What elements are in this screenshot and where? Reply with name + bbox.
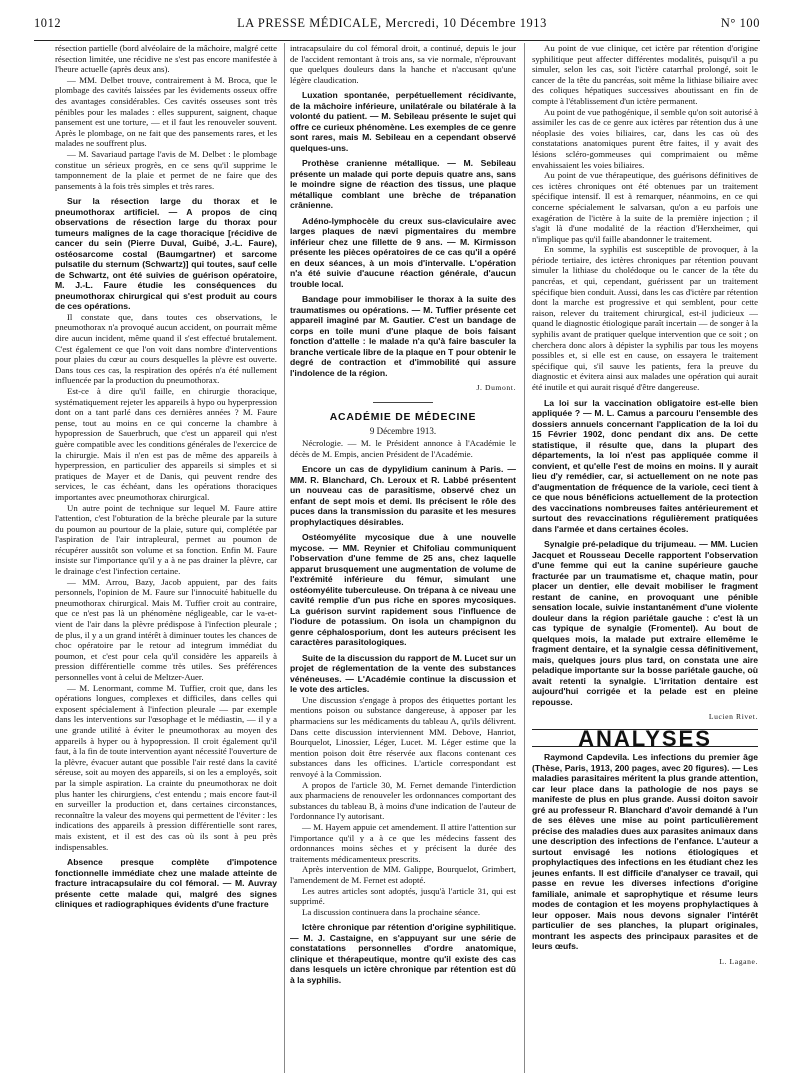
author-signature: Lucien Rivet. bbox=[708, 712, 758, 722]
article-heading: Suite de la discussion du rapport de M. Lucet sur un projet de réglementation de la vente des substances vénéneuses. — L'Académie continue la discussion et le vote des articles. bbox=[290, 652, 516, 695]
paragraph: — M. Savariaud partage l'avis de M. Delbet : le plombage constitue un sérieux progrès, en ce sens qu'il supprime le tamponnement de la plaie et permet de ne faire que des pansements à la fois très simples et très rares. bbox=[55, 148, 277, 191]
analyses-heading: ANALYSES bbox=[578, 725, 712, 751]
column-3 bbox=[532, 43, 758, 1073]
article-heading: Ictère chronique par rétention d'origine syphilitique. — M. J. Castaigne, en s'appuyant sur une série de constatations personnelles d'ordre anatomique, clinique et thérapeutique, montre qu'il existe des cas dans lesquels un ictère chronique par rétention est dû à la syphilis. bbox=[290, 922, 516, 985]
paragraph: Une discussion s'engage à propos des étiquettes portant les mentions poison ou substance dangereuse, à apposer par les pharmaciens sur les médicaments du tableau A, qu'ils délivrent. Dans cette discussion interviennent MM. Debove, Hanriot, Bourquelot, Linossier, Léger, Lucet. M. Léger estime que la mention poison doit être réservée aux flacons contenant ces substances dans les officines. L'article correspondant est renvoyé à la Commission. bbox=[290, 694, 516, 779]
paragraph: — M. Hayem appuie cet amendement. Il attire l'attention sur l'importance qu'il y a à ce que les médecins fassent des ordonnances moins sèches et y précisent la durée des traitements médicamenteux prescrits. bbox=[290, 821, 516, 864]
page-header bbox=[34, 16, 760, 40]
paragraph: Est-ce à dire qu'il faille, en chirurgie thoracique, systématiquement rejeter les appareils à hypo ou hyperpression dont on a tant parlé dans ces dernières années ? M. Faure pense, tout au moins en ce qui concerne la chambre à hypopression de Sauerbruch, que c'est un appareil qui n'est guère compatible avec les conditions générales de l'exercice de la chirurgie. Mais il n'en est pas de même des appareils à hyperpression, en particulier des appareils si simples et si pratiques de Mayer et de Danis, qui peuvent rendre des services, le cas échéant, dans les opérations thoraciques importantes avec pneumothorax chirurgical. bbox=[55, 385, 277, 502]
article-heading: Bandage pour immobiliser le thorax à la suite des traumatismes ou opérations. — M. Tuffier présente cet appareil imaginé par M. Gautier. C'est un bandage de corps en toile muni d'une plaque de bois faisant fonction d'attelle : le malade n'a qu'à faire basculer la branche verticale libre de la plaque en T pour obtenir le degré de contraction et d'immobilité qui assure l'indolence de la région. bbox=[290, 294, 516, 378]
article-heading: Sur la résection large du thorax et le pneumothorax artificiel. — A propos de cinq observations de résection large du thorax pour tumeurs malignes de la cage thoracique [récidive de cancer du sein (Pierre Duval, Guibé, J.-L. Faure), ostéosarcome costal (Baumgartner) et sarcome pulsatile du sternum (Schwartz)] qui toutes, sauf celle de Schwartz, ont été suivies de guérison opératoire, M. J.-L. Faure étudie les conséquences du pneumothorax chirurgical qui s'est produit au cours de ces opérations. bbox=[55, 196, 277, 312]
paragraph: — MM. Arrou, Bazy, Jacob appuient, par des faits personnels, l'opinion de M. Faure sur l'innocuité habituelle du pneumothorax chirurgical. Mais M. Tuffier croit au contraire, que ce n'est pas là un phénomène négligeable, car le va-et-vient de l'air dans la plèvre prédispose à l'infection pleurale ; de plus, il y a un grand intérêt à diminuer toutes les chances de choc opératoire par le retour ad integrum immédiat du poumon, et c'est pour cela qu'il considère les appareils à pression différentielle comme très utiles. Ses préférences personnelles vont à celui de Meltzer-Auer. bbox=[55, 576, 277, 682]
paragraph: Un autre point de technique sur lequel M. Faure attire l'attention, c'est l'obturation de la brèche pleurale par la suture du poumon au pourtour de la plaie, suture qui, complétée par l'aspiration de l'air intrapleural, permet au poumon de récupérer aussitôt son volume et sa fonction. Enfin M. Faure insiste sur l'importance qu'il y a à ne pas drainer la plèvre, car le drainage c'est l'infection certaine. bbox=[55, 502, 277, 577]
article-heading: Adéno-lymphocèle du creux sus-claviculaire avec larges plaques de nævi pigmentaires du membre inférieur chez une fillette de 9 ans. — M. Kirmisson présente les pièces opératoires de ce cas qu'il a opéré en deux séances, à un mois d'intervalle. L'opération n'a été suivie d'aucune réaction générale, d'aucun trouble local. bbox=[290, 215, 516, 289]
author-signature: L. Lagane. bbox=[719, 956, 758, 966]
article-heading: La loi sur la vaccination obligatoire est-elle bien appliquée ? — M. L. Camus a parcouru l'ensemble des dossiers annuels concernant l'application de la loi du 15 Février 1902, donc pendant dix ans. De cette statistique, il résulte que, dans la plupart des départements, la loi n'est pas appliquée comme il convient, et qu'elle l'est de moins en moins. Il y aurait lieu d'y remédier, car, si actuellement on ne note pas d'augmentation de fréquence de la variole, ceci tient à ce que nous bénéficions actuellement de la protection des vaccinations nombreuses faites antérieurement et surtout des revaccinations régulièrement pratiquées dans l'armée et dans certaines écoles. bbox=[532, 397, 758, 534]
paragraph: En somme, la syphilis est susceptible de provoquer, à la période tertiaire, des ictères chroniques par rétention pouvant simuler la lithiase du cholédoque ou le cancer de la tête du pancréas, et qui, cependant, guérissent par un traitement spécifique bien conduit. Aussi, dans les cas d'ictère par rétention dont la marche est progressive et qui semblent, pour cette raison, relever du traitement chirurgical, est-il judicieux — quand le diagnostic étiologique paraît incertain — de songer à la syphilis avant de pratiquer quelque intervention que ce soit ; on cherchera donc alors à dépister la syphilis par tous les moyens possibles et, si elle est en cause, on essayera le traitement spécifique qui, s'il sauve les patients, fera la preuve du diagnostic et évitera ainsi aux malades une opération qui aurait été inutile et qui aurait risqué d'être dangereuse. bbox=[532, 244, 758, 392]
header-rule bbox=[34, 40, 760, 41]
article-heading: Synalgie pré-peladique du trijumeau. — MM. Lucien Jacquet et Rousseau Decelle rapportent l'observation d'une femme qui eut la canine supérieure gauche fracturée par un traumatisme et, chaque matin, pour placer un dentier, elle devait mobiliser le fragment restant de canine, en provoquant une pénible sensation locale, suivie instantanément d'une violente douleur dans la région pariétale gauche : c'est là un cas typique de synalgie (Fromentel). Au bout de quelques mois, la malade put extraire ellemême le fragment dentaire, et la synalgie cessa définitivement, mais, quelques jours plus tard, on constata une aire peladique importante sur la bosse pariétale gauche, où avait retenti la synalgie. L'irritation dentaire est aujourd'hui corrigée et la pelade est en pleine repousse. bbox=[532, 539, 758, 707]
paragraph: Les autres articles sont adoptés, jusqu'à l'article 31, qui est supprimé. bbox=[290, 885, 516, 907]
paragraph: Au point de vue thérapeutique, des guérisons définitives de ces ictères chroniques ont été obtenues par un traitement spécifique intensif. Il est à remarquer, néanmoins, en ce qui concerne spécialement le salvarsan, qu'on a eu parfois une exagération de l'ictère à la suite de la première injection ; il s'agit là d'une modalité de la réaction d'Herxheimer, qui n'implique pas qu'il faille abandonner le traitement. bbox=[532, 170, 758, 244]
paragraph: Il constate que, dans toutes ces observations, le pneumothorax n'a provoqué aucun accident, on pourrait même dire aucun incident, même quand il s'est effectué brutalement. C'est également ce que l'on voit dans nombre d'interventions pour plaies du cœur au cours desquelles la plèvre est ouverte. Dans tous ces cas, la respiration des opérés n'a été nullement influencée par la production du pneumothorax. bbox=[55, 311, 277, 386]
paragraph: La discussion continuera dans la prochaine séance. bbox=[302, 906, 481, 917]
journal-title: LA PRESSE MÉDICALE, Mercredi, 10 Décembre 1913 bbox=[237, 16, 547, 30]
paragraph: Nécrologie. — M. le Président annonce à l'Académie le décès de M. Empis, ancien Président de l'Académie. bbox=[290, 438, 516, 459]
column-divider bbox=[284, 43, 285, 1073]
article-heading: Ostéomyélite mycosique due à une nouvelle mycose. — MM. Reynier et Chifoliau communiquent l'observation d'une femme de 25 ans, chez laquelle apparut brusquement une augmentation de volume de l'extrémité inférieure du fémur, simulant une ostéomyélite tuberculeuse. On trépana à ce niveau une cavité remplie d'un pus riche en spores mycosiques. La guérison survint rapidement sous l'influence de l'iodure de potassium. On isola un champignon du genre céphalosporium, dont les auteurs précisent les caractères parasitologiques. bbox=[290, 532, 516, 648]
paragraph: intracapsulaire du col fémoral droit, a continué, depuis le jour de l'accident remontant à trois ans, sa vie normale, n'éprouvant que quelques douleurs dans la hanche et n'accusant qu'une légère claudication. bbox=[290, 43, 516, 85]
article-heading: Raymond Capdevila. Les infections du premier âge (Thèse, Paris, 1913, 200 pages, avec 20 figures). — Les maladies parasitaires méritent la plus grande attention, car leur place dans la pathologie de nos pays se manifeste de plus en plus grande. Aussi doiton savoir gré au professeur R. Blanchard d'avoir demandé à l'un de ses élèves une mise au point particulièrement précise des maladies dues aux parasites animaux dans une description des infections de l'enfance. L'auteur a surtout envisagé les notions étiologiques et prophylactiques des infections en les étudiant chez les jeunes enfants. Il est difficile d'analyser ce travail, qui passe en revue les diverses infections d'origine familiale, animale et saprophytique et résume leurs modes de contagion et les moyens prophylactiques à leur opposer. Mais nous devons signaler l'intérêt particulier de ses planches, la plupart originales, montrant les aspects des principaux parasites et de leurs œufs. bbox=[532, 752, 758, 952]
section-date: 9 Décembre 1913. bbox=[369, 425, 437, 436]
issue-number: N° 100 bbox=[720, 16, 760, 30]
article-heading: Absence presque complète d'impotence fonctionnelle immédiate chez une malade atteinte de fracture intracapsulaire du col fémoral. — M. Auvray présente cette malade qui, malgré des signes cliniques et radiographiques évidents d'une fracture bbox=[55, 857, 277, 910]
article-heading: Encore un cas de dypylidium caninum à Paris. — MM. R. Blanchard, Ch. Leroux et R. Labbé présentent un nouveau cas de parasitisme, observé chez un enfant de sept mois et demi. Ils précisent le rôle des puces dans la transmission du parasite et les mesures prophylactiques désirables. bbox=[290, 464, 516, 527]
article-heading: Luxation spontanée, perpétuellement récidivante, de la mâchoire inférieure, unilatérale ou bilatérale à la volonté du patient. — M. Sebileau présente le sujet qui offre ce curieux phénomène. Les exemples de ce genre sont rares, mais M. Sebileau en a cependant observé quelques-uns. bbox=[290, 90, 516, 153]
paragraph: Après intervention de MM. Galippe, Bourquelot, Grimbert, l'amendement de M. Fernet est adopté. bbox=[290, 864, 516, 885]
column-divider bbox=[524, 43, 525, 1073]
column-1 bbox=[55, 43, 277, 1073]
article-heading: Prothèse cranienne métallique. — M. Sebileau présente un malade qui porte depuis quatre ans, sans le moindre signe de réaction des tissus, une plaque métallique comblant une brèche de trépanation crânienne. bbox=[290, 158, 516, 211]
paragraph: résection partielle (bord alvéolaire de la mâchoire, malgré cette résection limitée, une récidive ne s'est pas encore manifestée à l'heure actuelle (après deux ans). bbox=[55, 43, 277, 75]
author-signature: J. Dumont. bbox=[476, 383, 516, 393]
page-number: 1012 bbox=[34, 16, 62, 30]
section-rule bbox=[373, 402, 433, 403]
paragraph: A propos de l'article 30, M. Fernet demande l'interdiction aux pharmaciens de renouveler les ordonnances comportant des substances du tableau B, à moins d'une indication de l'auteur de l'ordonnance l'y autorisant. bbox=[290, 779, 516, 822]
column-2 bbox=[290, 43, 516, 1073]
section-heading: ACADÉMIE DE MÉDECINE bbox=[329, 411, 477, 423]
paragraph: — M. Lenormant, comme M. Tuffier, croit que, dans les opérations longues, complexes et difficiles, dans celles qui exposent spécialement à l'infection pleurale — par exemple dans les interventions sur l'œsophage et le médiastin, — il y a une grande utilité à éviter le pneumothorax au moyen des appareils à hyper ou à hypopression. Il croit également qu'il faut, à la fin de toute intervention ayant nécessité l'ouverture de la plèvre, évacuer autant que possible l'air resté dans la cavité séreuse, soit au moyen des appareils, si on les a employés, soit par la simple aspiration. La crainte du pneumothorax ne doit plus hanter les chirurgiens, c'est entendu ; mais encore faut-il en surveiller la production et, dans certaines circonstances, reconnaître la valeur des moyens qui permettent de l'éviter : les indications des appareils à pression différentielle sont rares, mais existent, et il est des cas où ils sont à peu près indispensables. bbox=[55, 682, 277, 852]
paragraph: Au point de vue pathogénique, il semble qu'on soit autorisé à assimiler les cas de ce genre aux ictères par rétention dus à une néoplasie des voies biliaires, car, dans les cas où des constatations anatomiques purent être faites, il y avait des lésions scléro-gommeuses qui comprimaient ou même envahissaient les voies biliaires. bbox=[532, 106, 758, 170]
paragraph: Au point de vue clinique, cet ictère par rétention d'origine syphilitique peut affecter différentes modalités, puisqu'il a pu simuler, selon les cas, soit l'ictère catarrhal prolongé, soit le cancer de la tête du pancréas, soit même la lithiase biliaire avec des coliques hépatiques successives aboutissant en fin de compte à l'établissement d'un ictère permanent. bbox=[532, 43, 758, 106]
paragraph: — MM. Delbet trouve, contrairement à M. Broca, que le plombage des cavités laissées par les évidements osseux offre des avantages considérables. Ces cavités osseuses sont très pénibles pour les malades : elles suppurent, saignent, chaque pansement est une torture, — et il faut les renouveler souvent. Après le plombage, on ne fait que des pansements rares, et les malades ne souffrent plus. bbox=[55, 74, 277, 149]
